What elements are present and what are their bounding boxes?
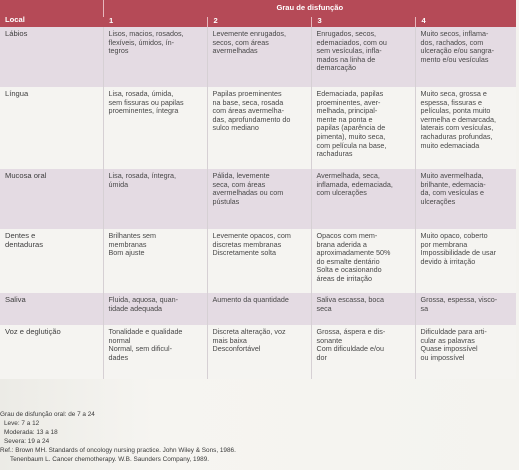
- cell-line: vermelha e demarcada,: [420, 114, 497, 124]
- cell-line: sem fissuras ou papilas: [108, 97, 184, 107]
- grade-2-cell: [207, 169, 311, 229]
- cell-line: Quase impossível: [420, 344, 478, 354]
- cell-line: ulcerações: [420, 196, 456, 206]
- cell-line: Dificuldade para arti-: [420, 327, 487, 336]
- cell-line: rachaduras: [316, 149, 353, 159]
- cell-line: mais baixa: [212, 335, 247, 345]
- grade-1-cell: [103, 27, 207, 87]
- grade-leve-note: Leve: 7 a 12: [4, 420, 40, 428]
- cell-line: com ulcerações: [316, 188, 367, 198]
- cell-line: sulco mediano: [212, 123, 259, 133]
- grade-moderada-note: Moderada: 13 a 18: [4, 429, 58, 437]
- site-cell: [0, 293, 103, 325]
- table-footnotes: [0, 410, 519, 465]
- cell-line: Aumento da quantidade: [212, 295, 289, 304]
- grade-1-cell: [103, 169, 207, 229]
- cell-line: Discretamente solta: [212, 248, 277, 258]
- cell-line: avermelhadas ou com: [212, 188, 284, 198]
- dysfunction-grade-header: Grau de disfunção: [103, 0, 516, 17]
- cell-line: Solta e ocasionando: [316, 265, 382, 275]
- cell-line: Levemente enrugados,: [212, 29, 287, 38]
- site-line: Língua: [5, 89, 29, 98]
- site-column-header: Local: [0, 0, 103, 27]
- cell-line: por membrana: [420, 239, 468, 249]
- cell-line: das, aprofundamento do: [212, 114, 291, 124]
- grade-4-cell: [415, 293, 516, 325]
- grade-3-cell: [311, 169, 415, 229]
- site-cell: [0, 27, 103, 87]
- cell-line: devido à irritação: [420, 256, 476, 266]
- cell-line: espessa, fissuras e: [420, 97, 483, 107]
- grade-1-cell: [103, 229, 207, 293]
- cell-line: Tonalidade e qualidade: [108, 327, 183, 336]
- cell-line: Lisa, rosada, úmida,: [108, 89, 174, 98]
- cell-line: rachaduras profundas,: [420, 131, 493, 141]
- cell-line: proeminentes, íntegra: [108, 106, 179, 116]
- cell-line: Grossa, espessa, visco-: [420, 295, 498, 304]
- cell-line: Grossa, áspera e dis-: [316, 327, 386, 336]
- cell-line: dor: [316, 352, 327, 362]
- cell-line: da, com vesículas e: [420, 188, 485, 198]
- table-row: [0, 229, 516, 293]
- grade-3-cell: [311, 27, 415, 87]
- grade-2-cell: [207, 293, 311, 325]
- grade-4-cell: [415, 229, 516, 293]
- cell-line: tidade adequada: [108, 303, 163, 313]
- cell-line: Muito secos, inflama-: [420, 29, 489, 38]
- header-row-top: [0, 0, 516, 17]
- grade-header-1: 1: [103, 17, 207, 27]
- cell-line: Lisos, macios, rosados,: [108, 29, 184, 38]
- cell-line: Normal, sem dificul-: [108, 344, 173, 354]
- cell-line: úmida: [108, 179, 129, 189]
- grade-header-2: 2: [207, 17, 311, 27]
- grade-severa-note: Severa: 19 a 24: [4, 438, 50, 446]
- cell-line: mento e/ou vesículas: [420, 54, 489, 64]
- table-row: [0, 27, 516, 87]
- cell-line: na base, seca, rosada: [212, 97, 284, 107]
- cell-line: Impossibilidade de usar: [420, 248, 497, 258]
- grade-total-note: Grau de disfunção oral: de 7 a 24: [0, 411, 95, 418]
- cell-line: membranas: [108, 239, 147, 249]
- cell-line: aproximadamente 50%: [316, 248, 391, 258]
- cell-line: Bom ajuste: [108, 248, 145, 258]
- cell-line: pimenta), muito seca,: [316, 131, 386, 141]
- cell-line: Muito avermelhada,: [420, 171, 484, 180]
- cell-line: Fluida, aquosa, quan-: [108, 295, 179, 304]
- cell-line: seca, com áreas: [212, 179, 266, 189]
- cell-line: muito edemaciada: [420, 140, 480, 150]
- reference-2: Tenenbaum L. Cancer chemotherapy. W.B. Saunders Company, 1989.: [10, 456, 210, 464]
- cell-line: seca: [316, 303, 332, 313]
- reference-1: Ref.: Brown MH. Standards of oncology nursing practice. John Wiley & Sons, 1986.: [0, 447, 236, 455]
- site-line: Saliva: [5, 295, 26, 304]
- cell-line: dos, rachados, com: [420, 37, 484, 47]
- cell-line: mente na ponta e: [316, 114, 373, 124]
- cell-line: ulceração e/ou sangra-: [420, 46, 495, 56]
- cell-line: melhada, principal-: [316, 106, 378, 116]
- grade-4-cell: [415, 27, 516, 87]
- table-row: [0, 293, 516, 325]
- grade-3-cell: [311, 229, 415, 293]
- grade-2-cell: [207, 87, 311, 169]
- cell-line: Brilhantes sem: [108, 231, 157, 240]
- grade-2-cell: [207, 27, 311, 87]
- site-line: Mucosa oral: [5, 171, 47, 180]
- cell-line: sa: [420, 303, 429, 313]
- site-cell: [0, 87, 103, 169]
- cell-line: Muito seca, grossa e: [420, 89, 487, 98]
- cell-line: com áreas avermelha-: [212, 106, 285, 116]
- cell-line: proeminentes, aver-: [316, 97, 381, 107]
- cell-line: ou impossível: [420, 352, 465, 362]
- cell-line: normal: [108, 335, 131, 345]
- grade-header-4: 4: [415, 17, 516, 27]
- cell-line: flexíveis, úmidos, ín-: [108, 37, 175, 47]
- site-cell: [0, 325, 103, 379]
- cell-line: pústulas: [212, 196, 240, 206]
- cell-line: cular as palavras: [420, 335, 475, 345]
- site-cell: [0, 169, 103, 229]
- cell-line: avermelhadas: [212, 46, 258, 56]
- grade-3-cell: [311, 325, 415, 379]
- cell-line: Com dificuldade e/ou: [316, 344, 385, 354]
- cell-line: sonante: [316, 335, 343, 345]
- cell-line: Muito opaco, coberto: [420, 231, 488, 240]
- cell-line: Lisa, rosada, íntegra,: [108, 171, 177, 180]
- cell-line: Saliva escassa, boca: [316, 295, 385, 304]
- cell-line: Edemaciada, papilas: [316, 89, 384, 98]
- cell-line: Levemente opacos, com: [212, 231, 291, 240]
- site-cell: [0, 229, 103, 293]
- cell-line: Papilas proeminentes: [212, 89, 282, 98]
- cell-line: Discreta alteração, voz: [212, 327, 286, 336]
- grade-3-cell: [311, 87, 415, 169]
- cell-line: Opacos com mem-: [316, 231, 378, 240]
- grade-2-cell: [207, 325, 311, 379]
- grade-header-3: 3: [311, 17, 415, 27]
- cell-line: inflamada, edemaciada,: [316, 179, 393, 189]
- cell-line: com película na base,: [316, 140, 387, 150]
- cell-line: discretas membranas: [212, 239, 282, 249]
- grade-4-cell: [415, 169, 516, 229]
- grade-1-cell: [103, 325, 207, 379]
- grade-4-cell: [415, 87, 516, 169]
- cell-line: Avermelhada, seca,: [316, 171, 380, 180]
- cell-line: laterais com vesículas,: [420, 123, 494, 133]
- cell-line: Desconfortável: [212, 344, 261, 354]
- site-line: Voz e deglutição: [5, 327, 61, 336]
- grade-2-cell: [207, 229, 311, 293]
- table-row: [0, 325, 516, 379]
- table-body: [0, 27, 516, 379]
- cell-line: Pálida, levemente: [212, 171, 270, 180]
- cell-line: secos, com áreas: [212, 37, 269, 47]
- cell-line: edemaciados, com ou: [316, 37, 387, 47]
- site-line: Lábios: [5, 29, 28, 38]
- table-row: [0, 87, 516, 169]
- cell-line: sem vesículas, infla-: [316, 46, 382, 56]
- grade-1-cell: [103, 293, 207, 325]
- grade-1-cell: [103, 87, 207, 169]
- cell-line: áreas de irritação: [316, 273, 373, 283]
- cell-line: brilhante, edemacia-: [420, 179, 486, 189]
- cell-line: do esmalte dentário: [316, 256, 380, 266]
- grade-3-cell: [311, 293, 415, 325]
- cell-line: tegros: [108, 46, 129, 56]
- site-line: dentaduras: [5, 239, 43, 249]
- site-line: Dentes e: [5, 231, 36, 240]
- cell-line: brana aderida a: [316, 239, 367, 249]
- cell-line: mados na linha de: [316, 54, 376, 64]
- cell-line: películas, ponta muito: [420, 106, 491, 116]
- grade-4-cell: [415, 325, 516, 379]
- table-row: [0, 169, 516, 229]
- cell-line: demarcação: [316, 63, 357, 73]
- cell-line: papilas (aparência de: [316, 123, 386, 133]
- cell-line: Enrugados, secos,: [316, 29, 377, 38]
- cell-line: dades: [108, 352, 129, 362]
